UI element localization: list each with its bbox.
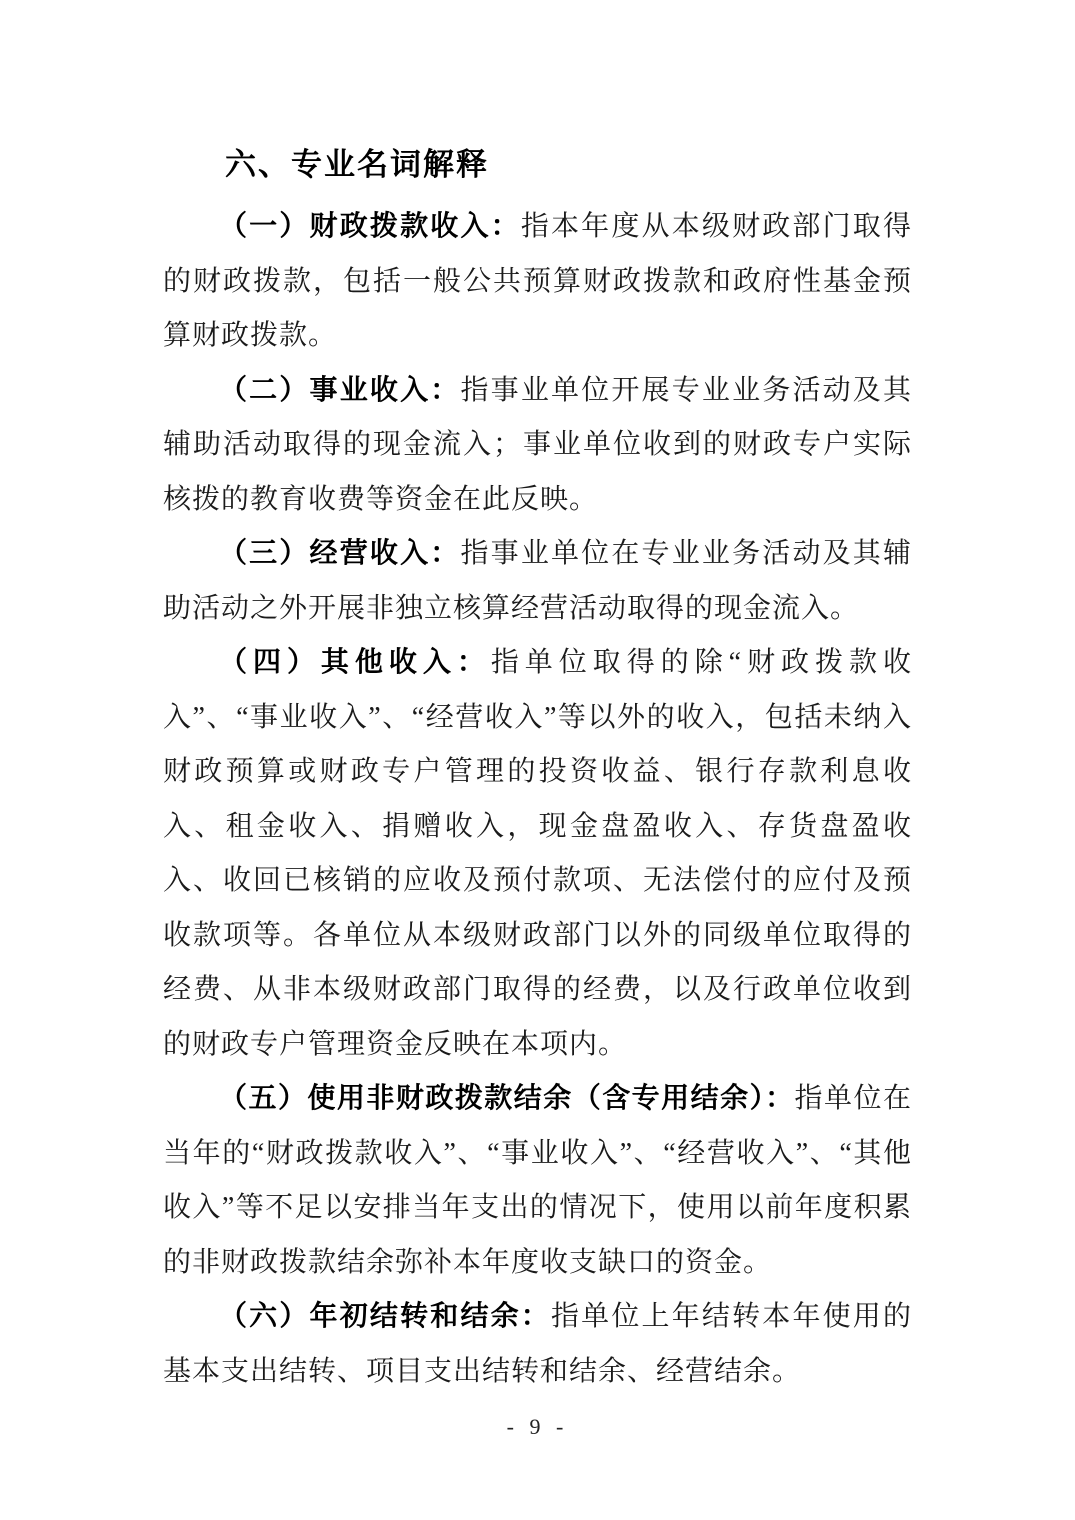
glossary-heading: 六、专业名词解释 <box>225 147 489 182</box>
term-definition-2: 指事业单位开展专业业务活动及其辅助活动取得的现金流入；事业单位收到的财政专户实际核拨的教育收费等资金在此反映。 <box>163 374 912 515</box>
term-label-5: （五）使用非财政拨款结余（含专用结余）： <box>219 1083 795 1114</box>
term-paragraph-6 <box>163 1290 912 1399</box>
term-definition-5: 指单位在当年的“财政拨款收入”、“事业收入”、“经营收入”、“其他收入”等不足以安排当年支出的情况下，使用以前年度积累的非财政拨款结余弥补本年度收支缺口的资金。 <box>163 1083 912 1278</box>
term-definition-6: 指单位上年结转本年使用的基本支出结转、项目支出结转和结余、经营结余。 <box>163 1301 912 1387</box>
page-number: - 9 - <box>506 1414 569 1439</box>
term-label-6: （六）年初结转和结余： <box>219 1301 551 1332</box>
term-paragraph-3 <box>163 527 912 636</box>
term-definition-4: 指单位取得的除“财政拨款收入”、“事业收入”、“经营收入”等以外的收入，包括未纳入财政预算或财政专户管理的投资收益、银行存款利息收入、租金收入、捐赠收入，现金盘盈收入、存货盘盈收入、收回已核销的应收及预付款项、无法偿付的应付及预收款项等。各单位从本级财政部门以外的同级单位取得的经费、从非本级财政部门取得的经费，以及行政单位收到的财政专户管理资金反映在本项内。 <box>163 647 912 1060</box>
term-definition-1: 指本年度从本级财政部门取得的财政拨款，包括一般公共预算财政拨款和政府性基金预算财政拨款。 <box>163 211 912 351</box>
term-paragraph-5 <box>163 1072 912 1290</box>
term-definition-3: 指事业单位在专业业务活动及其辅助活动之外开展非独立核算经营活动取得的现金流入。 <box>163 538 912 624</box>
term-label-1: （一）财政拨款收入： <box>219 211 521 242</box>
term-label-4: （四）其他收入： <box>219 647 491 678</box>
term-paragraph-1 <box>163 200 912 364</box>
term-label-2: （二）事业收入： <box>219 374 461 406</box>
term-label-3: （三）经营收入： <box>219 538 461 569</box>
document-content <box>163 138 912 1399</box>
term-paragraph-2 <box>163 364 912 528</box>
term-paragraph-4 <box>163 636 912 1072</box>
